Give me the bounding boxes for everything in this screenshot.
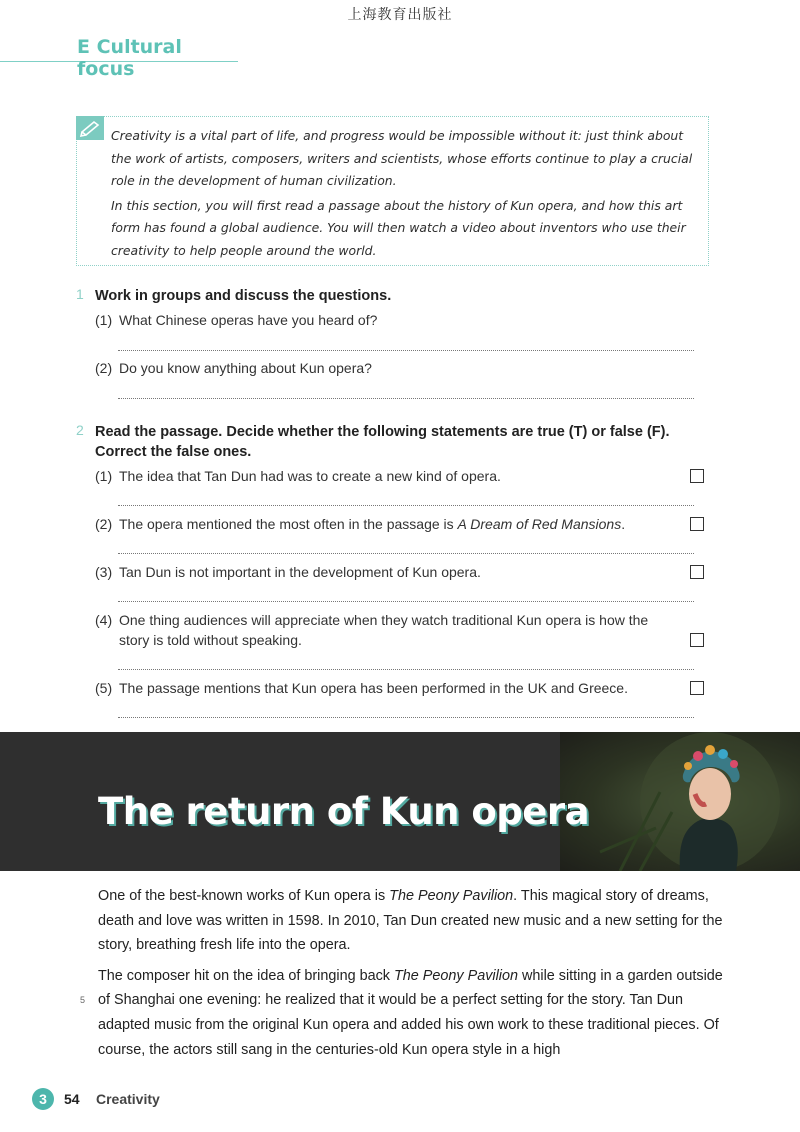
item-text: [119, 514, 664, 534]
pencil-icon: [76, 116, 104, 140]
item-text: The idea that Tan Dun had was to create a new kind of opera.: [119, 468, 501, 484]
passage-title: The return of Kun opera: [98, 790, 590, 833]
item-text: What Chinese operas have you heard of?: [119, 312, 378, 328]
item-number: (4): [95, 612, 113, 628]
answer-line[interactable]: [118, 669, 694, 670]
question-number: 2: [76, 422, 84, 438]
item-text: Do you know anything about Kun opera?: [119, 360, 372, 376]
answer-line[interactable]: [118, 505, 694, 506]
item-number: (1): [95, 468, 113, 484]
passage-banner: [0, 732, 800, 871]
checkbox-icon[interactable]: [690, 633, 704, 647]
item-number: (2): [95, 516, 113, 532]
intro-text: [111, 125, 701, 262]
item-number: (2): [95, 360, 113, 376]
passage-paragraph-2: [98, 964, 738, 1062]
passage-work-title: The Peony Pavilion: [394, 967, 518, 984]
intro-paragraph-1: Creativity is a vital part of life, and progress would be impossible without it: just think about the work of artists, composers, writers and scientists, whose efforts continue to play a crucial role in the development of human civilization.: [111, 128, 693, 188]
item-number: (1): [95, 312, 113, 328]
answer-line[interactable]: [118, 553, 694, 554]
checkbox-icon[interactable]: [690, 565, 704, 579]
intro-paragraph-2: In this section, you will first read a passage about the history of Kun opera, and how this art form has found a global audience. You will then watch a video about inventors who use their creativity to help people around the world.: [111, 197, 686, 258]
passage-work-title: The Peony Pavilion: [389, 888, 514, 904]
checkbox-icon[interactable]: [690, 681, 704, 695]
reading-passage: [98, 884, 738, 1062]
answer-line[interactable]: [118, 350, 694, 351]
passage-text: The composer hit on the idea of bringing back: [98, 967, 394, 984]
item-text: Tan Dun is not important in the development of Kun opera.: [119, 564, 481, 580]
passage-text: One of the best-known works of Kun opera is: [98, 888, 390, 904]
checkbox-icon[interactable]: [690, 517, 704, 531]
passage-paragraph-1: [98, 884, 738, 958]
item-number: (3): [95, 564, 113, 580]
section-heading: [0, 36, 238, 80]
question-title: Read the passage. Decide whether the following statements are true (T) or false (F). Correct the false ones.: [95, 424, 670, 460]
passage-text: while sitting in a garden outside of Shanghai one evening: he realized that it would be a perfect setting for the story. Tan Dun adapted music from the original Kun opera and added his own work to these traditional pieces. Of course, the actors still sang in the centuries-old Kun opera style in a high: [98, 967, 723, 1058]
item-number: (5): [95, 680, 113, 696]
unit-name: Creativity: [96, 1091, 160, 1107]
page-number: 54: [64, 1091, 80, 1107]
question-number: 1: [76, 286, 84, 302]
item-text-title: A Dream of Red Mansions: [457, 516, 622, 532]
publisher-name: 上海教育出版社: [347, 7, 453, 23]
passage-text: . This magical story of dreams, death and love was written in 1598. In 2010, Tan Dun created new music and a new setting for the story, breathing fresh life into the opera.: [98, 888, 723, 954]
section-title: E Cultural focus: [77, 36, 182, 80]
checkbox-icon[interactable]: [690, 469, 704, 483]
answer-line[interactable]: [118, 398, 694, 399]
item-text: The passage mentions that Kun opera has been performed in the UK and Greece.: [119, 680, 628, 696]
answer-line[interactable]: [118, 717, 694, 718]
question-title: Work in groups and discuss the questions.: [95, 288, 392, 304]
intro-box: [76, 116, 709, 266]
answer-line[interactable]: [118, 601, 694, 602]
unit-badge: 3: [32, 1088, 54, 1110]
opera-performer-image: [560, 732, 800, 871]
line-marker: 5: [80, 995, 86, 1005]
item-text-part: .: [621, 516, 626, 532]
banner-photo: [560, 732, 800, 871]
item-text: One thing audiences will appreciate when they watch traditional Kun opera is how the story is told without speaking.: [119, 612, 649, 648]
item-text-part: The opera mentioned the most often in the passage is: [119, 516, 458, 532]
